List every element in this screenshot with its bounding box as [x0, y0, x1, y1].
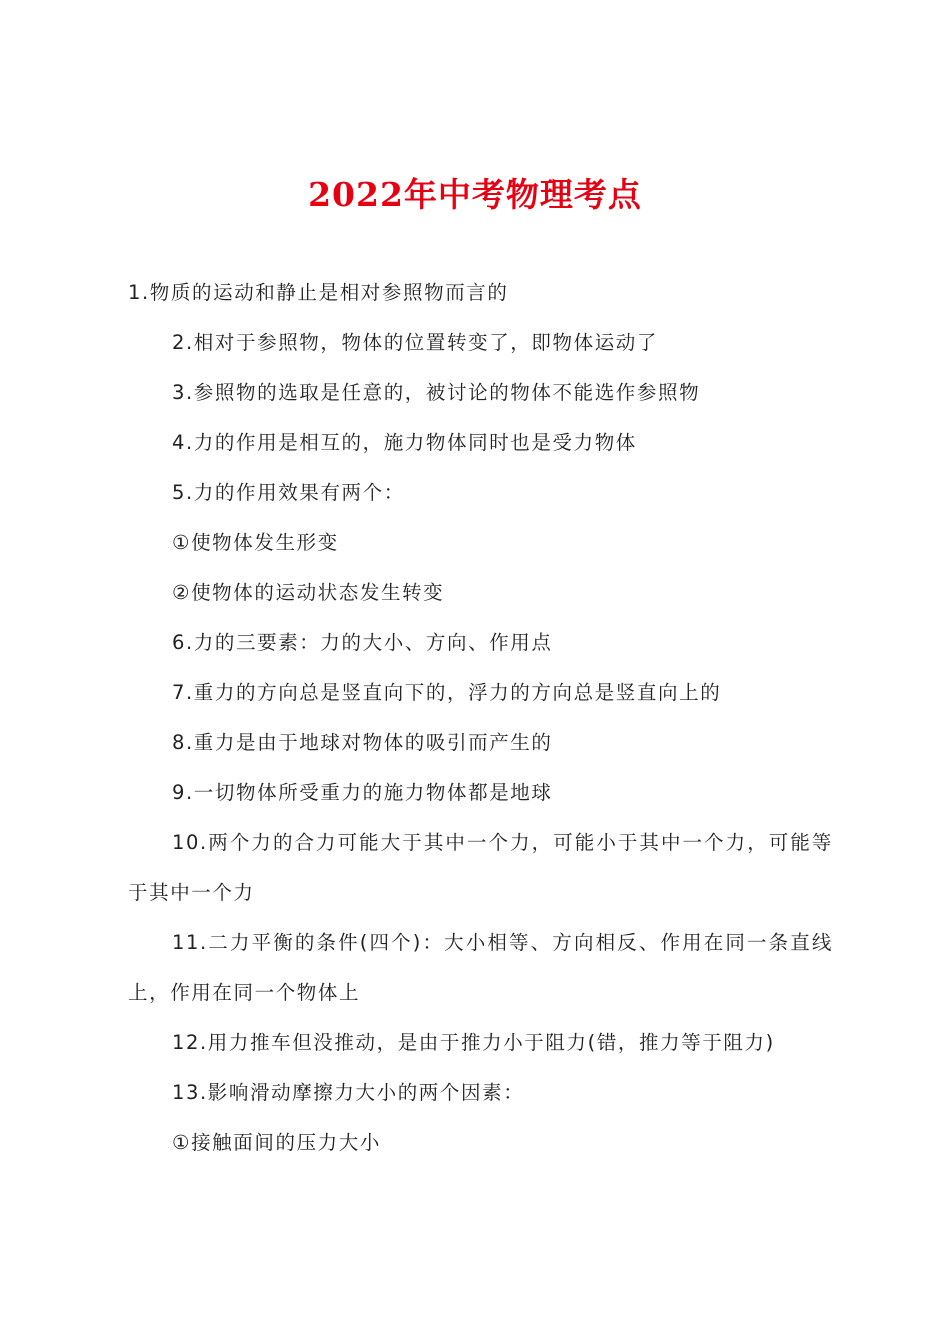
paragraph-5: 5.力的作用效果有两个：: [172, 481, 405, 504]
paragraph-1: 1.物质的运动和静止是相对参照物而言的: [128, 281, 509, 304]
paragraph-11: 9.一切物体所受重力的施力物体都是地球: [172, 781, 553, 804]
paragraph-14: 12.用力推车但没推动，是由于推力小于阻力(错，推力等于阻力): [172, 1031, 775, 1054]
paragraph-2: 2.相对于参照物，物体的位置转变了，即物体运动了: [172, 331, 659, 354]
document-body: [128, 268, 833, 1168]
paragraph-10: 8.重力是由于地球对物体的吸引而产生的: [172, 731, 553, 754]
paragraph-3: 3.参照物的选取是任意的，被讨论的物体不能选作参照物: [172, 381, 701, 404]
paragraph-12: 10.两个力的合力可能大于其中一个力，可能小于其中一个力，可能等于其中一个力: [128, 831, 833, 904]
paragraph-7: ②使物体的运动状态发生转变: [172, 581, 445, 604]
paragraph-16: ①接触面间的压力大小: [172, 1131, 381, 1154]
paragraph-9: 7.重力的方向总是竖直向下的，浮力的方向总是竖直向上的: [172, 681, 722, 704]
paragraph-6: ①使物体发生形变: [172, 531, 339, 554]
paragraph-8: 6.力的三要素：力的大小、方向、作用点: [172, 631, 553, 654]
paragraph-13: 11.二力平衡的条件(四个)：大小相等、方向相反、作用在同一条直线上，作用在同一个物体上: [128, 931, 833, 1004]
document-title: 2022年中考物理考点: [308, 175, 642, 214]
paragraph-4: 4.力的作用是相互的，施力物体同时也是受力物体: [172, 431, 637, 454]
paragraph-15: 13.影响滑动摩擦力大小的两个因素：: [172, 1081, 525, 1104]
